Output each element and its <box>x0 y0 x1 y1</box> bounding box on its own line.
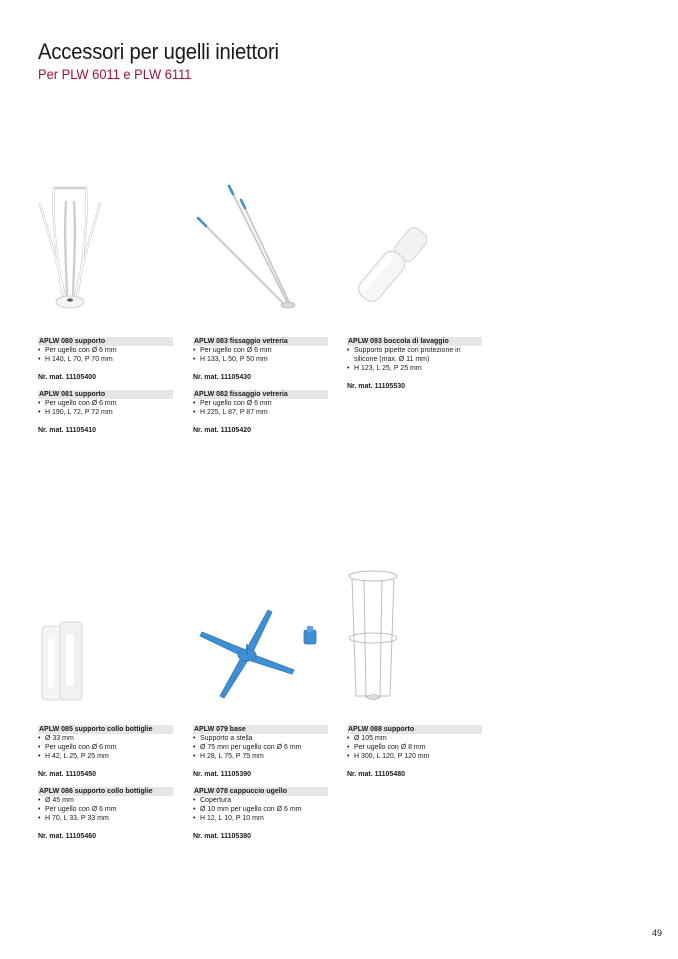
spec-item: • Ø 45 mm <box>38 796 173 805</box>
spec-item: • Per ugello con Ø 6 mm <box>38 346 173 355</box>
aplw-088-holder-image <box>344 568 402 704</box>
spec-item: • Per ugello con Ø 6 mm <box>38 805 173 814</box>
product-aplw-079 <box>193 725 328 779</box>
aplw-093-sleeve-image <box>350 214 434 314</box>
product-title: APLW 082 fissaggio vetreria <box>193 390 328 399</box>
product-title: APLW 086 supporto collo bottiglie <box>38 787 173 796</box>
spec-item: • Supporto pipette con protezione in silicone (max. Ø 11 mm) <box>347 346 482 364</box>
material-number: Nr. mat. 11105480 <box>347 771 405 778</box>
material-number: Nr. mat. 11105400 <box>38 374 96 381</box>
material-number: Nr. mat. 11105410 <box>38 427 96 434</box>
product-column-5 <box>193 725 328 849</box>
spec-list <box>347 346 482 373</box>
product-aplw-088 <box>347 725 482 779</box>
spec-list <box>38 399 173 417</box>
spec-item: • Per ugello con Ø 6 mm <box>38 743 173 752</box>
product-column-2 <box>193 337 328 443</box>
material-number: Nr. mat. 11105380 <box>193 833 251 840</box>
aplw-085-086-neck-holder-image <box>40 620 88 704</box>
spec-list <box>347 734 482 761</box>
spec-item: • H 133, L 50, P 50 mm <box>193 355 328 364</box>
product-column-6 <box>347 725 482 787</box>
product-aplw-081 <box>38 390 173 435</box>
aplw-083-082-fixing-image <box>194 184 298 314</box>
product-aplw-086 <box>38 787 173 841</box>
spec-item: • Ø 33 mm <box>38 734 173 743</box>
material-number: Nr. mat. 11105460 <box>38 833 96 840</box>
spec-item: • H 12, L 10, P 10 mm <box>193 814 328 823</box>
product-aplw-082 <box>193 390 328 435</box>
spec-item: • Ø 105 mm <box>347 734 482 743</box>
product-aplw-093 <box>347 337 482 391</box>
spec-item: • Per ugello con Ø 8 mm <box>347 743 482 752</box>
product-aplw-085 <box>38 725 173 779</box>
spec-item: • Per ugello con Ø 6 mm <box>193 346 328 355</box>
material-number: Nr. mat. 11105430 <box>193 374 251 381</box>
spec-item: • H 140, L 70, P 70 mm <box>38 355 173 364</box>
page-title: Accessori per ugelli iniettori <box>38 38 279 64</box>
spec-item: • H 300, L 120, P 120 mm <box>347 752 482 761</box>
spec-item: • H 225, L 87, P 87 mm <box>193 408 328 417</box>
product-title: APLW 083 fissaggio vetreria <box>193 337 328 346</box>
spec-item: • Ø 10 mm per ugello con Ø 6 mm <box>193 805 328 814</box>
product-column-3 <box>347 337 482 399</box>
spec-item: • H 70, L 33, P 33 mm <box>38 814 173 823</box>
spec-item: • H 190, L 72, P 72 mm <box>38 408 173 417</box>
aplw-080-holder-image <box>36 182 104 314</box>
spec-list <box>193 399 328 417</box>
product-aplw-080 <box>38 337 173 382</box>
spec-item: • Per ugello con Ø 6 mm <box>38 399 173 408</box>
product-aplw-078 <box>193 787 328 841</box>
spec-item: • H 123, L 25, P 25 mm <box>347 364 482 373</box>
page-subtitle: Per PLW 6011 e PLW 6111 <box>38 66 192 82</box>
spec-item: • Ø 75 mm per ugello con Ø 6 mm <box>193 743 328 752</box>
product-title: APLW 078 cappuccio ugello <box>193 787 328 796</box>
product-title: APLW 079 base <box>193 725 328 734</box>
spec-list <box>38 734 173 761</box>
spec-item: • H 28, L 75, P 75 mm <box>193 752 328 761</box>
spec-list <box>193 346 328 364</box>
spec-item: • Per ugello con Ø 6 mm <box>193 399 328 408</box>
material-number: Nr. mat. 11105390 <box>193 771 251 778</box>
product-column-4 <box>38 725 173 849</box>
product-title: APLW 081 supporto <box>38 390 173 399</box>
product-title: APLW 080 supporto <box>38 337 173 346</box>
product-title: APLW 085 supporto collo bottiglie <box>38 725 173 734</box>
spec-item: • Copertura <box>193 796 328 805</box>
page-number: 49 <box>651 928 662 938</box>
spec-item: • H 42, L 25, P 25 mm <box>38 752 173 761</box>
spec-list <box>38 346 173 364</box>
product-aplw-083 <box>193 337 328 382</box>
product-column-1 <box>38 337 173 443</box>
product-title: APLW 088 supporto <box>347 725 482 734</box>
aplw-079-078-star-base-image <box>194 604 324 704</box>
spec-list <box>38 796 173 823</box>
product-title: APLW 093 boccola di lavaggio <box>347 337 482 346</box>
spec-item: • Supporto a stella <box>193 734 328 743</box>
spec-list <box>193 734 328 761</box>
spec-list <box>193 796 328 823</box>
material-number: Nr. mat. 11105530 <box>347 383 405 390</box>
material-number: Nr. mat. 11105420 <box>193 427 251 434</box>
material-number: Nr. mat. 11105450 <box>38 771 96 778</box>
